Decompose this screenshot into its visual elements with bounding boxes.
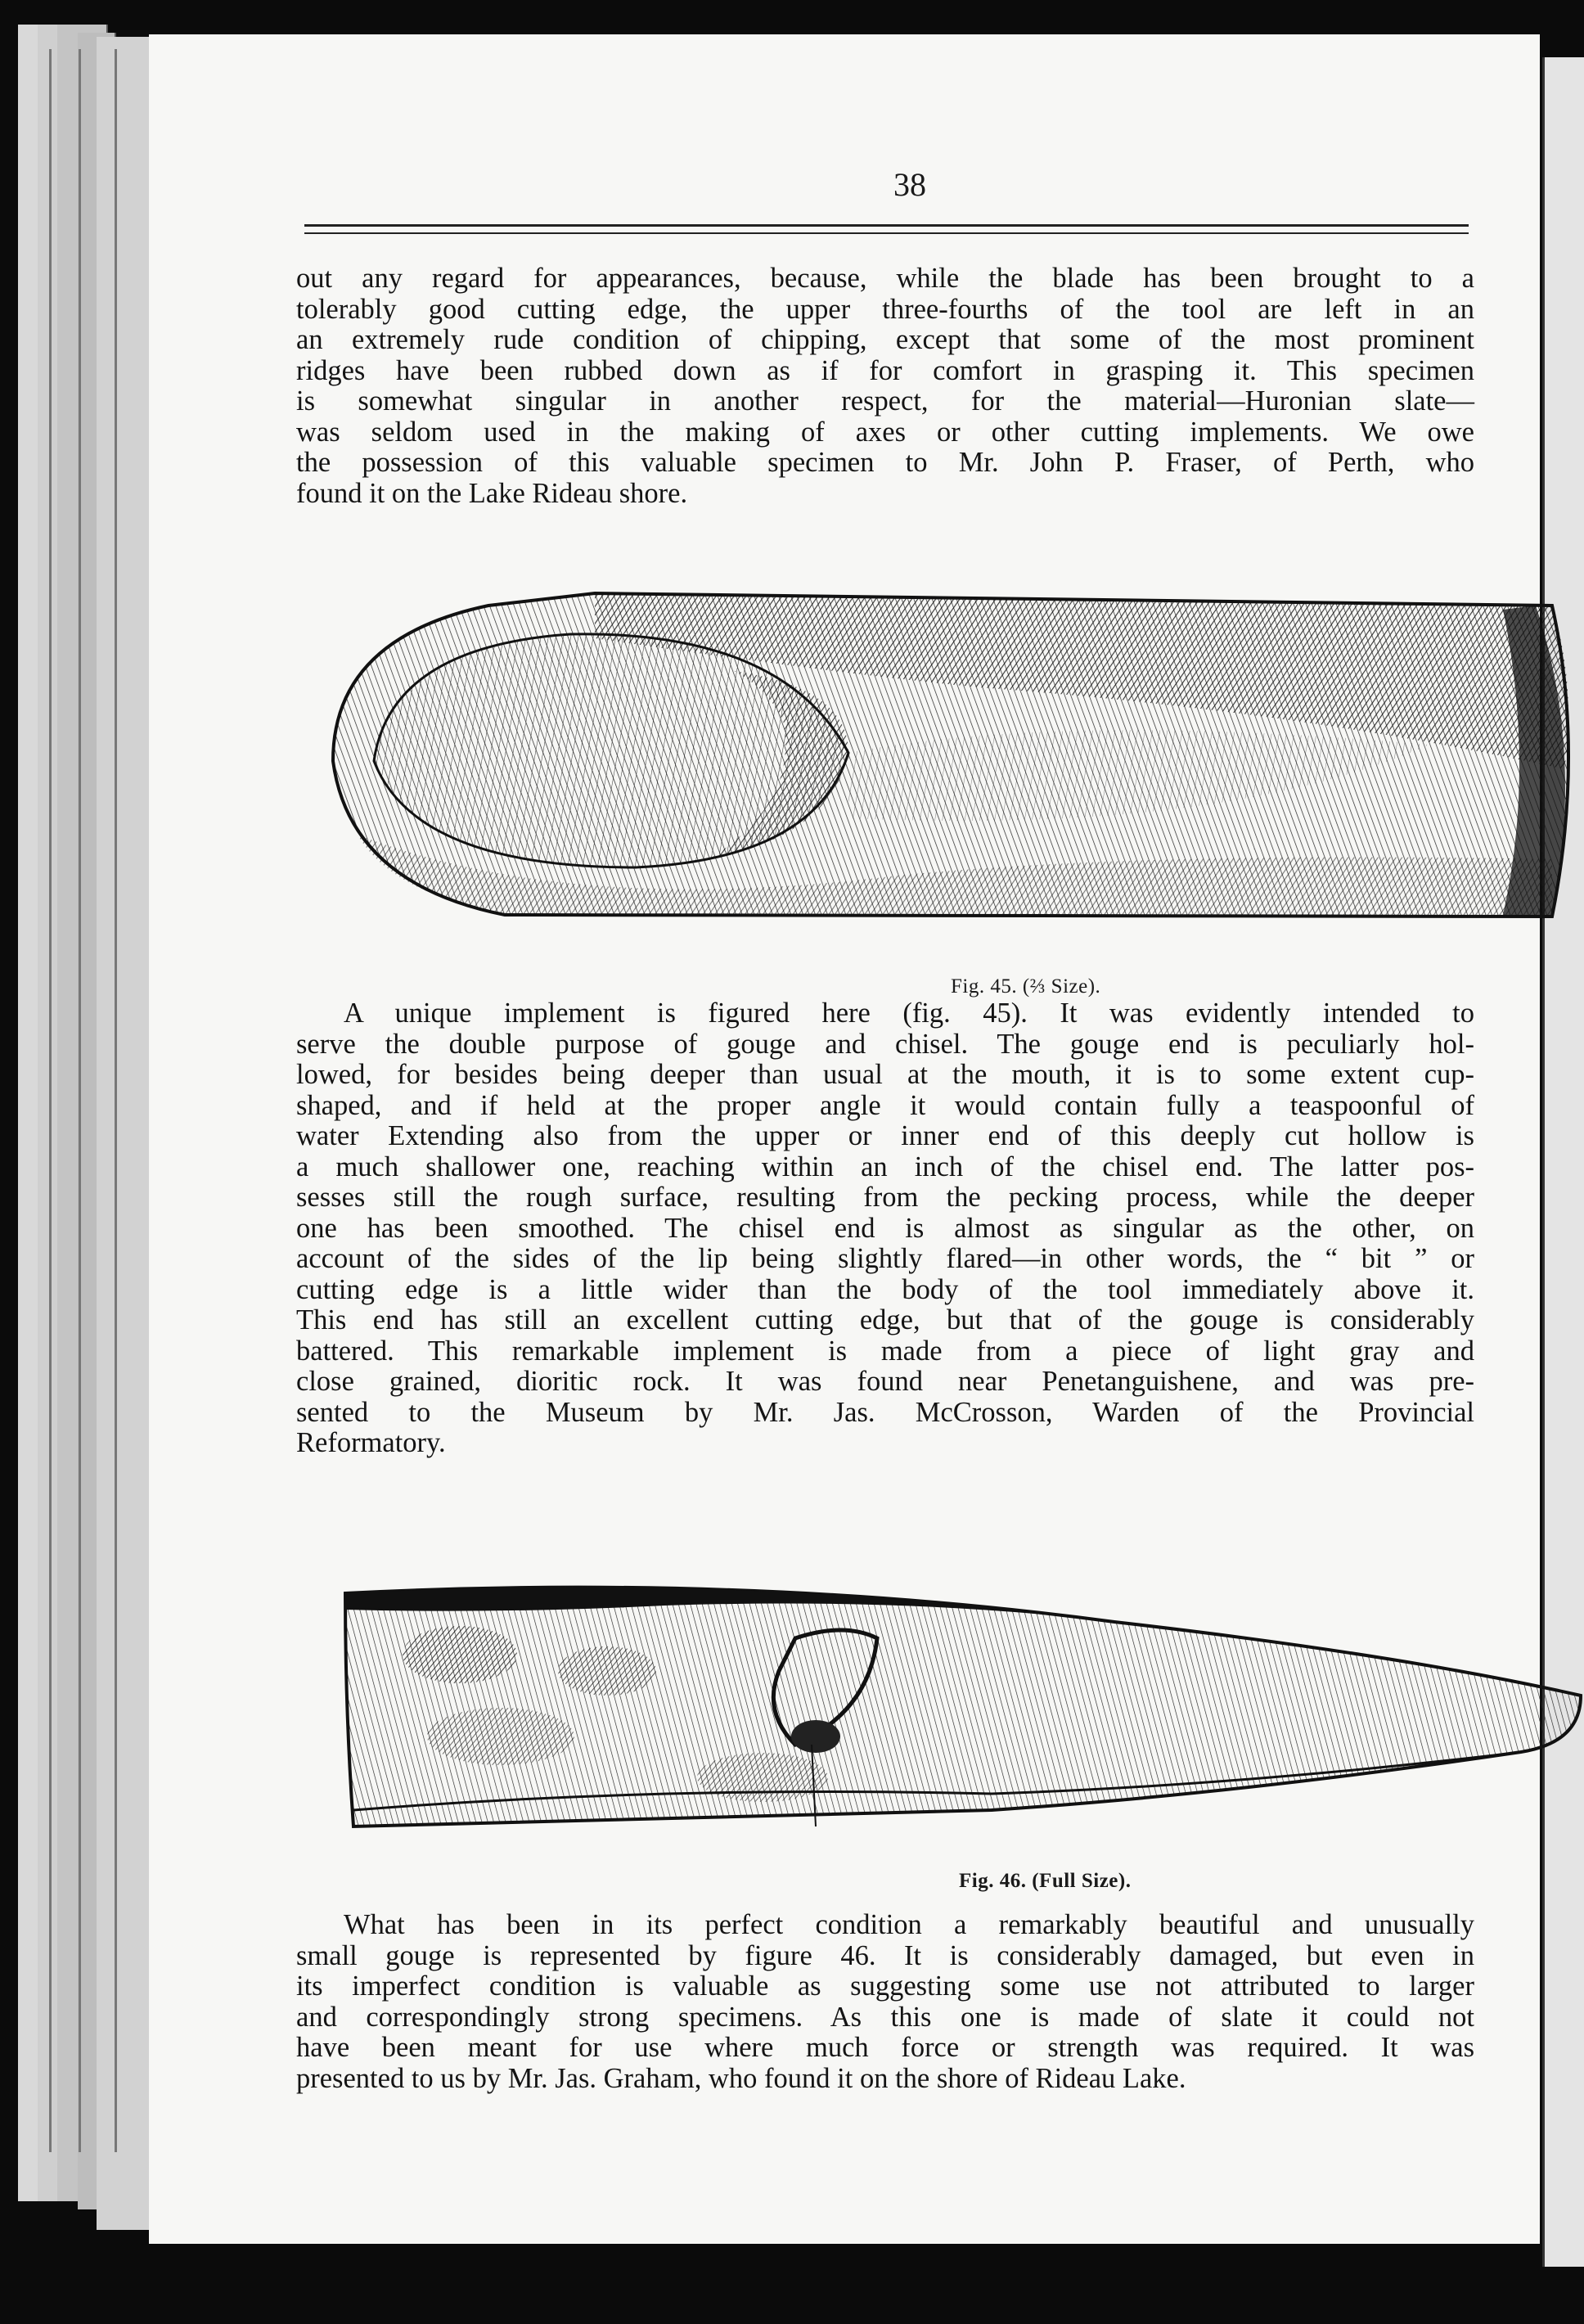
text-line: found it on the Lake Rideau shore. — [296, 477, 688, 509]
text-line: its imperfect condition is valuable as suggesting some use not attributed to larger — [296, 1970, 1474, 2002]
text-line: out any regard for appearances, because, while the blade has been brought to a — [296, 263, 1474, 294]
text-line: small gouge is represented by figure 46. It is considerably damaged, but even in — [296, 1939, 1474, 1971]
text-line: What has been in its perfect condition a remarkably beautiful and unusually — [344, 1909, 1474, 1940]
header-rule — [304, 224, 1469, 227]
text-line: sented to the Museum by Mr. Jas. McCrosson, Warden of the Provincial — [296, 1396, 1474, 1428]
text-line: an extremely rude condition of chipping, except that some of the most prominent — [296, 324, 1474, 355]
text-line: presented to us by Mr. Jas. Graham, who found it on the shore of Rideau Lake. — [296, 2062, 1186, 2094]
page-edge-line — [115, 49, 117, 2152]
figure-45-caption: Fig. 45. (⅔ Size). — [951, 975, 1101, 998]
text-line: sesses still the rough surface, resulting from the pecking process, while the deeper — [296, 1182, 1474, 1213]
paragraph — [296, 998, 1474, 1459]
page-edge — [97, 37, 155, 2230]
text-line: This end has still an excellent cutting edge, but that of the gouge is considerably — [296, 1304, 1474, 1335]
paragraph — [296, 263, 1474, 509]
text-line: one has been smoothed. The chisel end is almost as singular as the other, on — [296, 1212, 1474, 1244]
text-line: cutting edge is a little wider than the body of the tool immediately above it. — [296, 1273, 1474, 1305]
page-edge-line — [49, 49, 52, 2152]
text-line: and correspondingly strong specimens. As this one is made of slate it could not — [296, 2001, 1474, 2033]
text-line: ridges have been rubbed down as if for comfort in grasping it. This specimen — [296, 354, 1474, 386]
page-number: 38 — [893, 166, 926, 203]
text-line: battered. This remarkable implement is made from a piece of light gray and — [296, 1335, 1474, 1367]
header-rule — [304, 232, 1469, 234]
text-line: lowed, for besides being deeper than usual at the mouth, it is to some extent cup- — [296, 1059, 1474, 1090]
text-line: tolerably good cutting edge, the upper three-fourths of the tool are left in an — [296, 293, 1474, 325]
text-line: have been meant for use where much force or strength was required. It was — [296, 2032, 1474, 2063]
text-line: was seldom used in the making of axes or other cutting implements. We owe — [296, 416, 1474, 448]
book-page — [149, 34, 1540, 2244]
page-edge-line — [79, 49, 81, 2152]
text-line: A unique implement is figured here (fig. 45). It was evidently intended to — [344, 998, 1474, 1029]
text-line: is somewhat singular in another respect, for the material—Huronian slate— — [296, 385, 1474, 417]
facing-page-edge — [1542, 57, 1584, 2267]
figure-46-caption: Fig. 46. (Full Size). — [959, 1870, 1132, 1892]
text-line: shaped, and if held at the proper angle it would contain fully a teaspoonful of — [296, 1089, 1474, 1121]
figure-45-illustration — [325, 589, 1584, 933]
figure-46-illustration — [337, 1548, 1584, 1843]
paragraph — [296, 1910, 1474, 2094]
text-line: Reformatory. — [296, 1427, 446, 1458]
text-line: close grained, dioritic rock. It was found near Penetanguishene, and was pre- — [296, 1366, 1474, 1397]
text-line: serve the double purpose of gouge and chisel. The gouge end is peculiarly hol- — [296, 1028, 1474, 1060]
text-line: account of the sides of the lip being slightly flared—in other words, the “ bit ” or — [296, 1243, 1474, 1274]
text-line: a much shallower one, reaching within an inch of the chisel end. The latter pos- — [296, 1151, 1474, 1182]
text-line: water Extending also from the upper or inner end of this deeply cut hollow is — [296, 1120, 1474, 1151]
text-line: the possession of this valuable specimen to Mr. John P. Fraser, of Perth, who — [296, 447, 1474, 478]
